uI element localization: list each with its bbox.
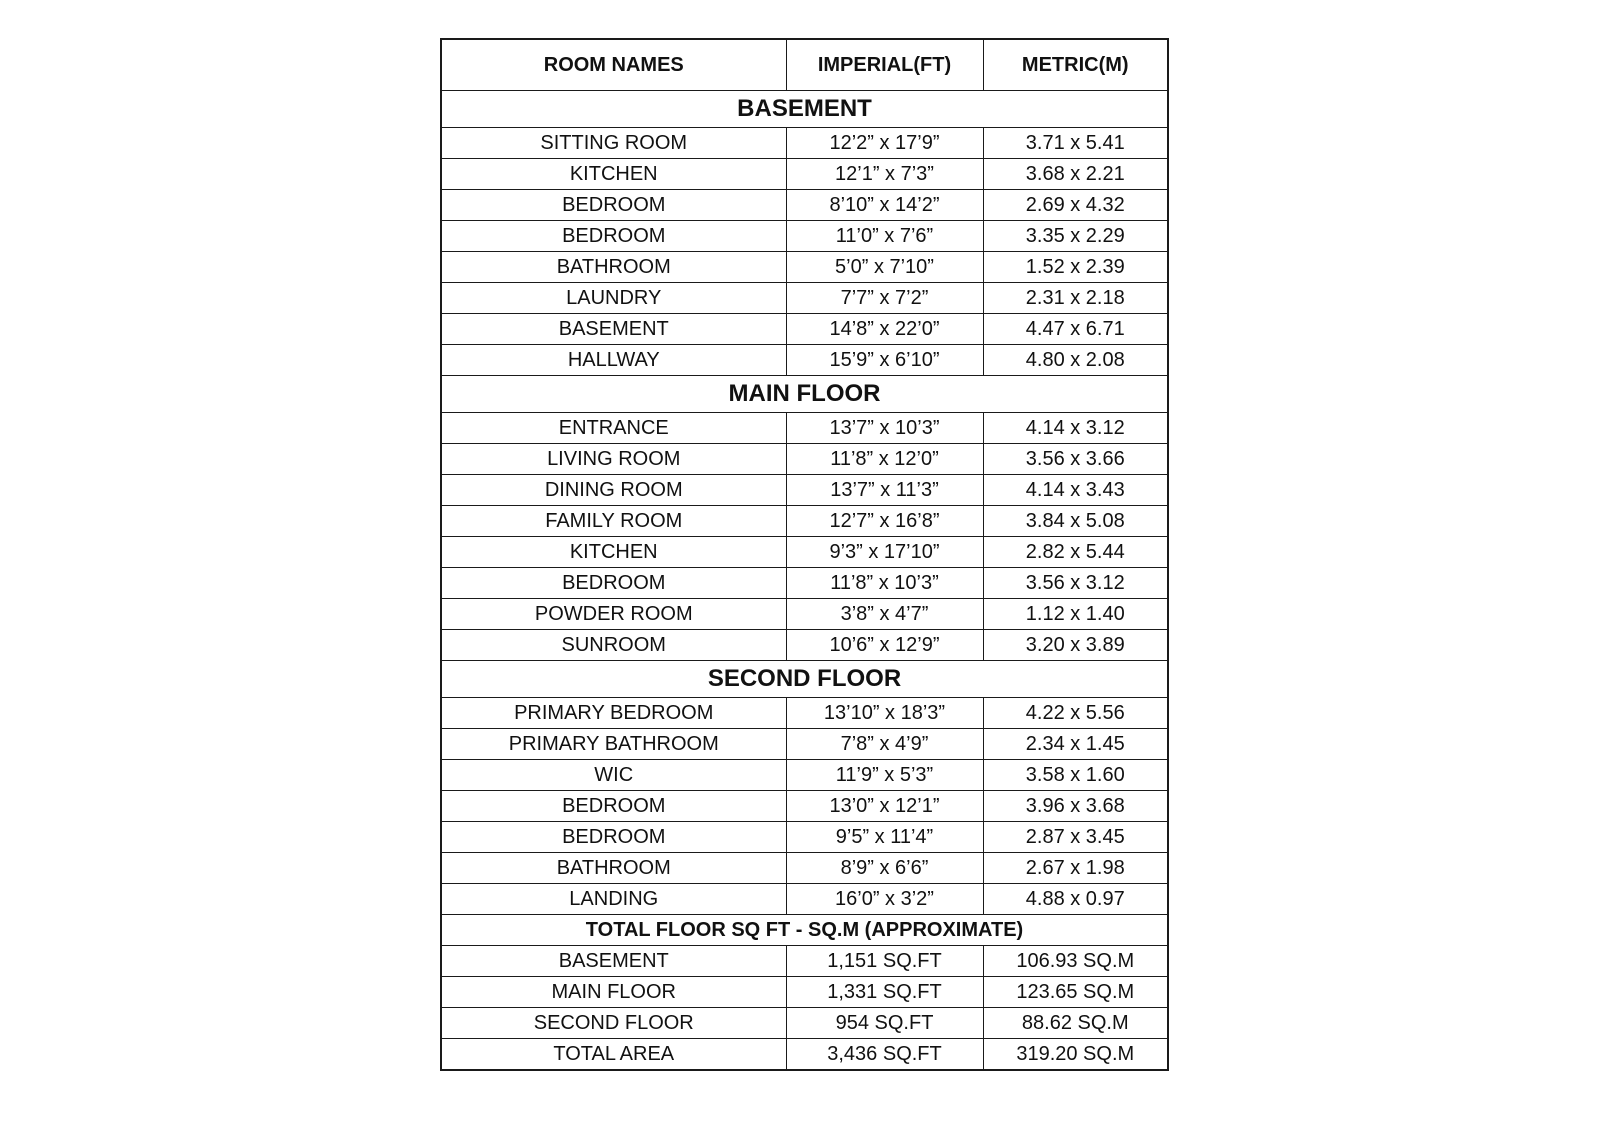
room-name-cell: FAMILY ROOM xyxy=(441,506,786,537)
metric-cell: 4.14 x 3.43 xyxy=(983,475,1168,506)
metric-cell: 3.56 x 3.66 xyxy=(983,444,1168,475)
metric-cell: 1.52 x 2.39 xyxy=(983,252,1168,283)
metric-cell: 2.87 x 3.45 xyxy=(983,822,1168,853)
metric-cell: 2.67 x 1.98 xyxy=(983,853,1168,884)
imperial-cell: 9’3” x 17’10” xyxy=(786,537,983,568)
room-name-cell: BEDROOM xyxy=(441,190,786,221)
room-name-cell: POWDER ROOM xyxy=(441,599,786,630)
metric-cell: 88.62 SQ.M xyxy=(983,1008,1168,1039)
metric-cell: 2.31 x 2.18 xyxy=(983,283,1168,314)
header-imperial: IMPERIAL(FT) xyxy=(786,39,983,91)
table-row xyxy=(441,444,1168,475)
metric-cell: 4.80 x 2.08 xyxy=(983,345,1168,376)
table-row xyxy=(441,190,1168,221)
room-name-cell: TOTAL AREA xyxy=(441,1039,786,1071)
room-name-cell: LIVING ROOM xyxy=(441,444,786,475)
table-row xyxy=(441,791,1168,822)
table-row xyxy=(441,946,1168,977)
room-name-cell: MAIN FLOOR xyxy=(441,977,786,1008)
imperial-cell: 11’8” x 10’3” xyxy=(786,568,983,599)
room-name-cell: HALLWAY xyxy=(441,345,786,376)
table-row xyxy=(441,884,1168,915)
room-name-cell: SITTING ROOM xyxy=(441,128,786,159)
table-row xyxy=(441,475,1168,506)
imperial-cell: 13’7” x 10’3” xyxy=(786,413,983,444)
imperial-cell: 8’9” x 6’6” xyxy=(786,853,983,884)
table-row xyxy=(441,698,1168,729)
imperial-cell: 9’5” x 11’4” xyxy=(786,822,983,853)
imperial-cell: 7’7” x 7’2” xyxy=(786,283,983,314)
imperial-cell: 7’8” x 4’9” xyxy=(786,729,983,760)
imperial-cell: 954 SQ.FT xyxy=(786,1008,983,1039)
table-row xyxy=(441,630,1168,661)
metric-cell: 3.96 x 3.68 xyxy=(983,791,1168,822)
metric-cell: 4.47 x 6.71 xyxy=(983,314,1168,345)
imperial-cell: 11’9” x 5’3” xyxy=(786,760,983,791)
imperial-cell: 16’0” x 3’2” xyxy=(786,884,983,915)
imperial-cell: 13’10” x 18’3” xyxy=(786,698,983,729)
room-name-cell: BEDROOM xyxy=(441,791,786,822)
table-row xyxy=(441,729,1168,760)
imperial-cell: 1,331 SQ.FT xyxy=(786,977,983,1008)
imperial-cell: 11’8” x 12’0” xyxy=(786,444,983,475)
metric-cell: 2.82 x 5.44 xyxy=(983,537,1168,568)
table-row xyxy=(441,1008,1168,1039)
room-name-cell: BATHROOM xyxy=(441,853,786,884)
imperial-cell: 3,436 SQ.FT xyxy=(786,1039,983,1071)
section-header xyxy=(441,661,1168,698)
table-row xyxy=(441,314,1168,345)
metric-cell: 4.14 x 3.12 xyxy=(983,413,1168,444)
imperial-cell: 8’10” x 14’2” xyxy=(786,190,983,221)
table-row xyxy=(441,159,1168,190)
room-name-cell: BEDROOM xyxy=(441,568,786,599)
room-name-cell: DINING ROOM xyxy=(441,475,786,506)
metric-cell: 106.93 SQ.M xyxy=(983,946,1168,977)
table-row xyxy=(441,1039,1168,1071)
table-row xyxy=(441,760,1168,791)
imperial-cell: 12’1” x 7’3” xyxy=(786,159,983,190)
room-name-cell: WIC xyxy=(441,760,786,791)
table-row xyxy=(441,599,1168,630)
metric-cell: 2.69 x 4.32 xyxy=(983,190,1168,221)
metric-cell: 3.84 x 5.08 xyxy=(983,506,1168,537)
room-name-cell: BASEMENT xyxy=(441,946,786,977)
imperial-cell: 15’9” x 6’10” xyxy=(786,345,983,376)
metric-cell: 1.12 x 1.40 xyxy=(983,599,1168,630)
table-row xyxy=(441,345,1168,376)
table-row xyxy=(441,853,1168,884)
room-name-cell: ENTRANCE xyxy=(441,413,786,444)
table-row xyxy=(441,221,1168,252)
imperial-cell: 12’2” x 17’9” xyxy=(786,128,983,159)
totals-header xyxy=(441,915,1168,946)
section-title: BASEMENT xyxy=(441,91,1168,128)
imperial-cell: 1,151 SQ.FT xyxy=(786,946,983,977)
room-dimensions-table xyxy=(440,38,1169,1071)
imperial-cell: 13’0” x 12’1” xyxy=(786,791,983,822)
section-title: MAIN FLOOR xyxy=(441,376,1168,413)
table-row xyxy=(441,977,1168,1008)
header-room-names: ROOM NAMES xyxy=(441,39,786,91)
table-row xyxy=(441,506,1168,537)
section-header xyxy=(441,91,1168,128)
table-row xyxy=(441,568,1168,599)
imperial-cell: 3’8” x 4’7” xyxy=(786,599,983,630)
metric-cell: 3.71 x 5.41 xyxy=(983,128,1168,159)
imperial-cell: 5’0” x 7’10” xyxy=(786,252,983,283)
imperial-cell: 13’7” x 11’3” xyxy=(786,475,983,506)
imperial-cell: 10’6” x 12’9” xyxy=(786,630,983,661)
table-row xyxy=(441,537,1168,568)
table-row xyxy=(441,413,1168,444)
imperial-cell: 11’0” x 7’6” xyxy=(786,221,983,252)
metric-cell: 3.35 x 2.29 xyxy=(983,221,1168,252)
room-name-cell: BEDROOM xyxy=(441,822,786,853)
header-metric: METRIC(M) xyxy=(983,39,1168,91)
room-name-cell: SUNROOM xyxy=(441,630,786,661)
metric-cell: 3.58 x 1.60 xyxy=(983,760,1168,791)
metric-cell: 4.22 x 5.56 xyxy=(983,698,1168,729)
imperial-cell: 12’7” x 16’8” xyxy=(786,506,983,537)
table-row xyxy=(441,283,1168,314)
metric-cell: 4.88 x 0.97 xyxy=(983,884,1168,915)
metric-cell: 2.34 x 1.45 xyxy=(983,729,1168,760)
table-row xyxy=(441,252,1168,283)
section-header xyxy=(441,376,1168,413)
section-title: TOTAL FLOOR SQ FT - SQ.M (APPROXIMATE) xyxy=(441,915,1168,946)
table-row xyxy=(441,822,1168,853)
metric-cell: 3.68 x 2.21 xyxy=(983,159,1168,190)
metric-cell: 3.20 x 3.89 xyxy=(983,630,1168,661)
imperial-cell: 14’8” x 22’0” xyxy=(786,314,983,345)
room-name-cell: BEDROOM xyxy=(441,221,786,252)
room-name-cell: KITCHEN xyxy=(441,159,786,190)
table-body xyxy=(441,91,1168,1071)
room-name-cell: PRIMARY BATHROOM xyxy=(441,729,786,760)
metric-cell: 123.65 SQ.M xyxy=(983,977,1168,1008)
room-name-cell: LAUNDRY xyxy=(441,283,786,314)
metric-cell: 3.56 x 3.12 xyxy=(983,568,1168,599)
room-name-cell: LANDING xyxy=(441,884,786,915)
room-name-cell: BASEMENT xyxy=(441,314,786,345)
section-title: SECOND FLOOR xyxy=(441,661,1168,698)
header-row xyxy=(441,39,1168,91)
table-row xyxy=(441,128,1168,159)
metric-cell: 319.20 SQ.M xyxy=(983,1039,1168,1071)
room-name-cell: BATHROOM xyxy=(441,252,786,283)
room-name-cell: PRIMARY BEDROOM xyxy=(441,698,786,729)
room-name-cell: SECOND FLOOR xyxy=(441,1008,786,1039)
room-name-cell: KITCHEN xyxy=(441,537,786,568)
